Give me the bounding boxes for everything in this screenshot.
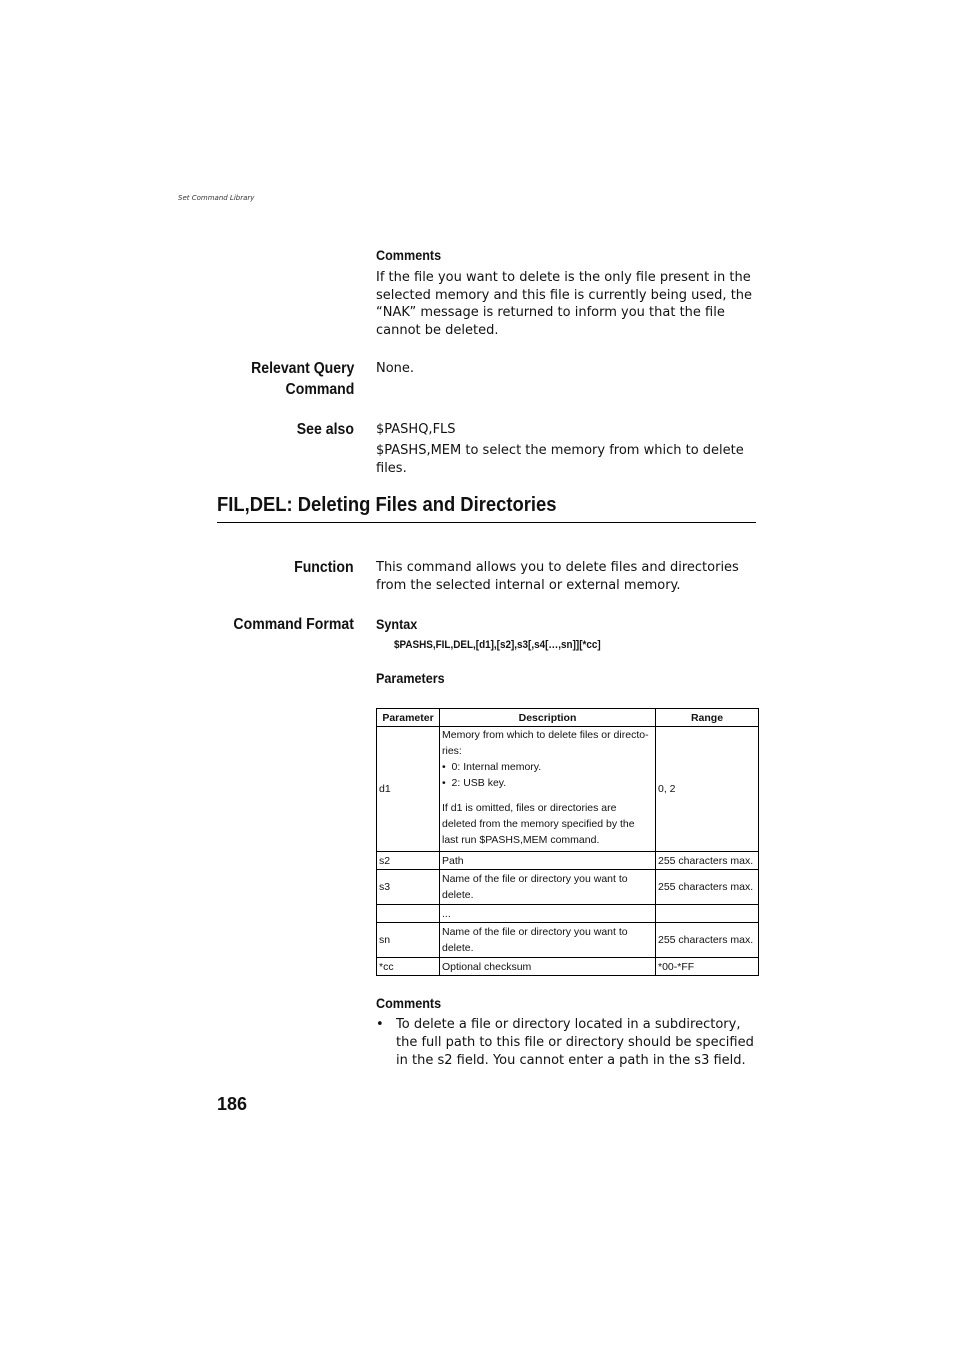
- desc-cell: ...: [440, 905, 656, 923]
- function-text: This command allows you to delete files and directories from the selected internal or external memory.: [376, 560, 739, 593]
- bullet-marker: •: [376, 1017, 384, 1032]
- see-also-line1: $PASHQ,FLS: [376, 422, 456, 437]
- parameters-heading: Parameters: [376, 670, 445, 686]
- command-format-label: Command Format: [233, 616, 354, 633]
- param-cell: [377, 905, 440, 923]
- header-parameter: Parameter: [377, 709, 440, 727]
- param-cell: d1: [377, 727, 440, 852]
- bottom-comments-heading: Comments: [376, 995, 442, 1011]
- range-cell: 0, 2: [656, 727, 759, 852]
- relevant-query-label: [251, 358, 354, 400]
- section-title: FIL,DEL: Deleting Files and Directories: [217, 494, 557, 516]
- header-description: Description: [440, 709, 656, 727]
- d1-bullet-internal: • 0: Internal memory.: [442, 761, 542, 773]
- bottom-comments-bullet: [376, 1016, 761, 1070]
- table-row: [377, 923, 759, 958]
- desc-cell: Optional checksum: [440, 958, 656, 976]
- desc-cell: Name of the file or directory you want to delete.: [440, 923, 656, 958]
- d1-desc-intro: Memory from which to delete files or directo-ries:: [442, 729, 649, 757]
- param-cell: sn: [377, 923, 440, 958]
- range-cell: 255 characters max.: [656, 870, 759, 905]
- table-row: [377, 905, 759, 923]
- function-label: Function: [294, 559, 354, 576]
- table-row: [377, 852, 759, 870]
- desc-cell: Name of the file or directory you want to delete.: [440, 870, 656, 905]
- range-cell: 255 characters max.: [656, 852, 759, 870]
- relevant-query-label-line1: Relevant Query: [250, 360, 354, 377]
- relevant-query-value: None.: [376, 361, 415, 376]
- range-cell: *00-*FF: [656, 958, 759, 976]
- range-cell: [656, 905, 759, 923]
- bullet-text: To delete a file or directory located in a subdirectory, the full path to this file or directory should be specified in the s2 field. You cannot enter a path in the s3 field.: [396, 1017, 754, 1068]
- param-cell: s3: [377, 870, 440, 905]
- table-row: [377, 958, 759, 976]
- syntax-heading: Syntax: [376, 616, 418, 632]
- see-also-line2: $PASHS,MEM to select the memory from which to delete files.: [376, 443, 744, 476]
- table-row: [377, 870, 759, 905]
- parameters-table: [376, 708, 759, 976]
- d1-bullet-usb: • 2: USB key.: [442, 777, 507, 789]
- relevant-query-label-line2: Command: [285, 381, 354, 398]
- table-row: [377, 727, 759, 852]
- desc-cell: [440, 727, 656, 852]
- range-cell: 255 characters max.: [656, 923, 759, 958]
- param-cell: s2: [377, 852, 440, 870]
- param-cell: *cc: [377, 958, 440, 976]
- page-number: 186: [217, 1094, 248, 1114]
- syntax-string: $PASHS,FIL,DEL,[d1],[s2],s3[,s4[…,sn]][*cc]: [394, 639, 601, 651]
- desc-cell: Path: [440, 852, 656, 870]
- header-range: Range: [656, 709, 759, 727]
- comments-heading: Comments: [376, 247, 442, 263]
- section-divider: [217, 522, 756, 523]
- table-header-row: [377, 709, 759, 727]
- comments-text: If the file you want to delete is the only file present in the selected memory and this file is currently being used, the “NAK” message is returned to inform you that the file cannot be deleted.: [376, 270, 753, 338]
- see-also-label: See also: [296, 421, 354, 438]
- d1-desc-note: If d1 is omitted, files or directories are deleted from the memory specified by the last run $PASHS,MEM command.: [442, 802, 635, 846]
- running-header: Set Command Library: [178, 194, 255, 202]
